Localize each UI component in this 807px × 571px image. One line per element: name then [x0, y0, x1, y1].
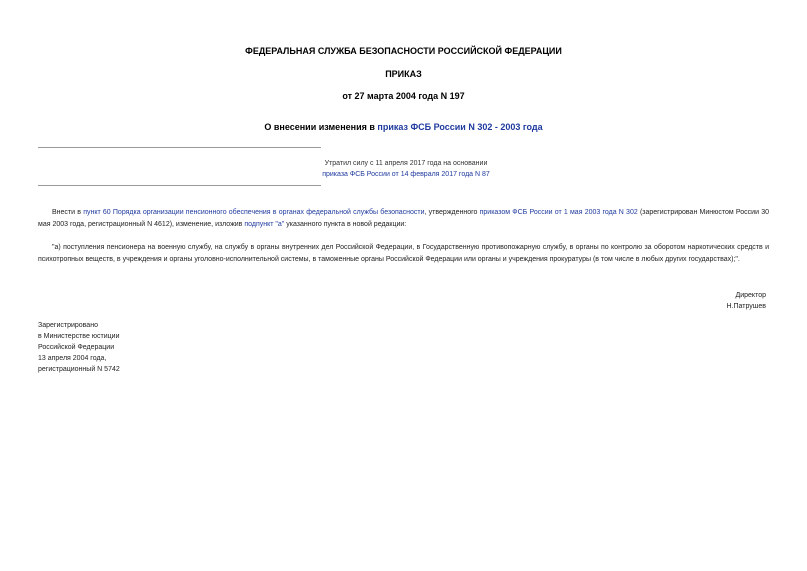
signature-block: [726, 290, 766, 312]
registration-block: [38, 320, 120, 375]
doc-type-heading: ПРИКАЗ: [385, 69, 422, 79]
link-point-60[interactable]: пункт 60 Порядка организации пенсионного обеспечения в органах федеральной службы безопасности: [83, 209, 425, 216]
document-title: [0, 122, 807, 133]
signature-name: Н.Патрушев: [726, 303, 766, 310]
divider-bottom: [38, 185, 321, 186]
link-subpoint-a[interactable]: подпункт "а": [244, 221, 285, 228]
agency-heading: ФЕДЕРАЛЬНАЯ СЛУЖБА БЕЗОПАСНОСТИ РОССИЙСКОЙ ФЕДЕРАЦИИ: [245, 46, 562, 56]
registration-line: 13 апреля 2004 года,: [38, 355, 107, 362]
body-paragraph-2: "а) поступления пенсионера на военную службу, на службу в органы внутренних дел Российской Федерации, в Государственную противопожарную службу, в органы по контролю за оборотом наркотических средств и психотропных веществ, в учреждения и органы уголовно-исполнительной системы, в таможенные органы Российской Федерации или органы и учреждения прокуратуры (в том числе в любых других государствах);".: [38, 244, 769, 263]
divider-top: [38, 147, 321, 148]
title-link-order-302[interactable]: приказ ФСБ России N 302 - 2003 года: [377, 122, 543, 132]
body-text: Внести в: [52, 209, 84, 216]
body-text: (зарегистрирован Минюстом России 30 мая 2003 года, регистрационный N 4612), изменение, изложив: [38, 209, 769, 228]
repeal-notice-link[interactable]: приказа ФСБ России от 14 февраля 2017 года N 87: [322, 171, 490, 178]
registration-line: в Министерстве юстиции: [38, 333, 120, 340]
registration-line: регистрационный N 5742: [38, 366, 120, 373]
title-prefix: О внесении изменения в: [264, 122, 378, 132]
body-text: , утвержденного: [424, 209, 480, 216]
registration-line: Зарегистрировано: [38, 322, 98, 329]
link-order-302[interactable]: приказом ФСБ России от 1 мая 2003 года N 302: [479, 209, 638, 216]
repeal-notice: [246, 158, 566, 180]
repeal-notice-line: Утратил силу с 11 апреля 2017 года на основании: [324, 160, 488, 167]
signature-position: Директор: [735, 292, 766, 299]
registration-line: Российской Федерации: [38, 344, 115, 351]
date-number-heading: от 27 марта 2004 года N 197: [342, 91, 465, 101]
body-paragraph-1: [38, 207, 769, 231]
body-text: указанного пункта в новой редакции:: [284, 221, 407, 228]
